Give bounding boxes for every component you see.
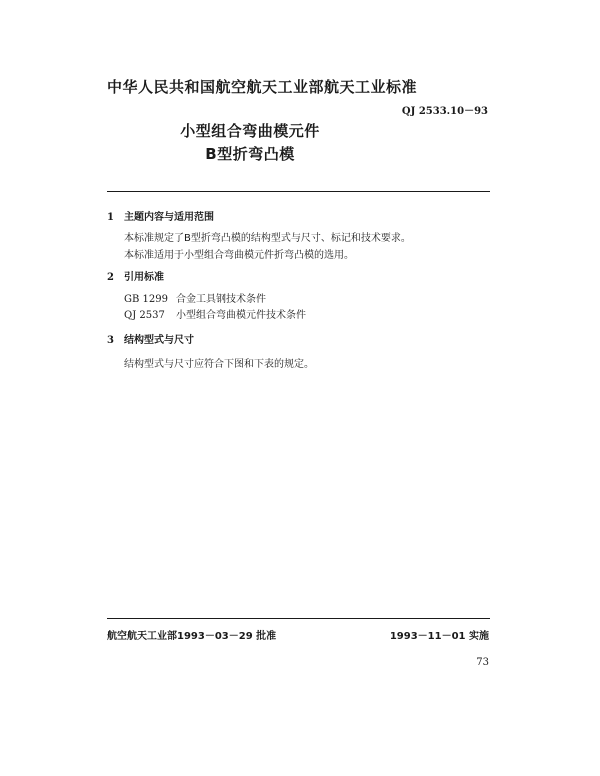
reference-title: 合金工具钢技术条件	[176, 294, 266, 305]
section-number: 1	[107, 212, 114, 223]
reference-code: QJ 2537	[124, 310, 165, 321]
reference-title: 小型组合弯曲模元件技术条件	[176, 310, 306, 321]
reference-item	[124, 290, 266, 305]
paragraph: 本标准适用于小型组合弯曲模元件折弯凸模的选用。	[124, 250, 354, 261]
header-divider	[107, 191, 490, 192]
standard-code: QJ 2533.10－93	[401, 106, 488, 117]
document-subtitle: B型折弯凸模	[205, 145, 295, 163]
section-heading-2	[107, 268, 164, 283]
paragraph: 结构型式与尺寸应符合下图和下表的规定。	[124, 359, 314, 370]
section-number: 3	[107, 335, 114, 346]
issuer-heading: 中华人民共和国航空航天工业部航天工业标准	[107, 78, 418, 96]
footer-divider	[107, 618, 490, 619]
section-heading-3	[107, 331, 194, 346]
page-number: 73	[476, 657, 489, 668]
section-title: 主题内容与适用范围	[124, 212, 214, 223]
section-number: 2	[107, 272, 114, 283]
section-heading-1	[107, 208, 214, 223]
section-title: 引用标准	[124, 272, 164, 283]
paragraph: 本标准规定了B型折弯凸模的结构型式与尺寸、标记和技术要求。	[124, 233, 411, 244]
reference-item	[124, 306, 306, 321]
approval-line: 航空航天工业部1993－03－29 批准	[107, 631, 277, 642]
implementation-date: 1993－11－01 实施	[389, 631, 489, 642]
document-title: 小型组合弯曲模元件	[180, 122, 320, 140]
section-title: 结构型式与尺寸	[124, 335, 194, 346]
reference-code: GB 1299	[124, 294, 168, 305]
